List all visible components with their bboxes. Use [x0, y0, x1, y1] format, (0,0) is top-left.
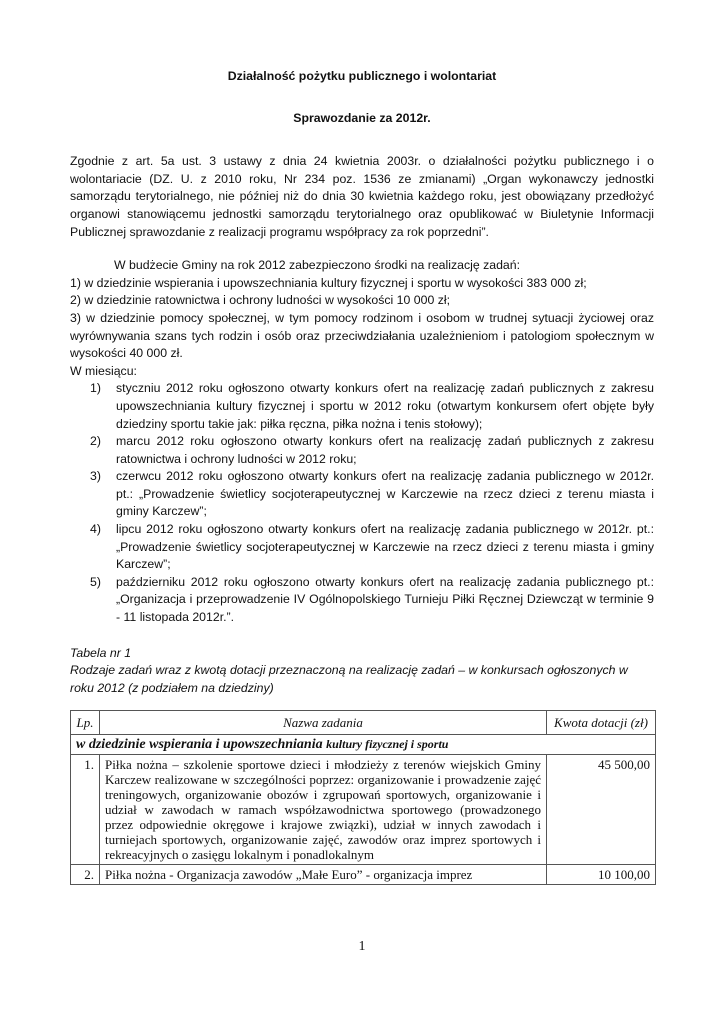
section-label-part1: w dziedzinie wspierania i upowszechniania	[76, 737, 327, 752]
list-item	[90, 380, 654, 433]
section-label	[71, 735, 656, 755]
list-item-text: lipcu 2012 roku ogłoszono otwarty konkurs ofert na realizację zadania publicznego w 2012r. pt.: „Prowadzenie świetlicy socjoterapeutycznej w Karczewie na rzecz dzieci z terenu miasta i gminy Karczew”;	[116, 522, 654, 572]
month-list	[70, 380, 654, 626]
budget-intro: W budżecie Gminy na rok 2012 zabezpieczono środki na realizację zadań:	[114, 258, 521, 273]
table-row	[71, 755, 656, 865]
budget-item: 2) w dziedzinie ratownictwa i ochrony ludności w wysokości 10 000 zł;	[70, 293, 451, 308]
intro-paragraph: Zgodnie z art. 5a ust. 3 ustawy z dnia 24 kwietnia 2003r. o działalności pożytku publicznego i o wolontariacie (DZ. U. z 2010 roku, Nr 234 poz. 1536 ze zmianami) „Organ wykonawczy jednostki samorządu terytorialnego, nie później niż do dnia 30 kwietnia każdego roku, jest obowiązany przedłożyć organowi stanowiącemu jednostki samorządu terytorialnego oraz opublikować w Biuletynie Informacji Publicznej sprawozdanie z realizacji programu współpracy za rok poprzedni”.	[70, 154, 654, 239]
list-item	[90, 468, 654, 521]
list-number: 3)	[90, 469, 101, 484]
row-amount: 45 500,00	[547, 755, 656, 865]
list-item-text: styczniu 2012 roku ogłoszono otwarty konkurs ofert na realizację zadań publicznych z zakresu upowszechniania kultury fizycznej i sportu w 2012 roku (otwartym konkursem ofert objęte były dziedziny sportu takie jak: piłka ręczna, piłka nożna i tenis stołowy);	[116, 381, 654, 431]
section-label-part2: kultury fizycznej i sportu	[326, 737, 449, 751]
budget-item: 1) w dziedzinie wspierania i upowszechniania kultury fizycznej i sportu w wysokości 383 000 zł;	[70, 275, 587, 290]
row-name: Piłka nożna - Organizacja zawodów „Małe Euro” - organizacja imprez	[100, 865, 547, 885]
list-item	[90, 433, 654, 468]
row-amount: 10 100,00	[547, 865, 656, 885]
tasks-table	[70, 710, 656, 885]
table-description: Rodzaje zadań wraz z kwotą dotacji przeznaczoną na realizację zadań – w konkursach ogłoszonych w roku 2012 (z podziałem na dziedziny)	[70, 663, 628, 695]
row-lp: 2.	[71, 865, 100, 885]
page-number: 1	[358, 939, 366, 954]
section-row	[71, 735, 656, 755]
budget-item: 3) w dziedzinie pomocy społecznej, w tym pomocy rodzinom i osobom w trudnej sytuacji życiowej oraz wyrównywania szans tych rodzin i osób oraz przeciwdziałania uzależnieniom i patologiom społecznym w wysokości 40 000 zł.	[70, 310, 654, 361]
list-number: 4)	[90, 522, 101, 537]
list-item-text: październiku 2012 roku ogłoszono otwarty konkurs ofert na realizację zadania publicznego pt.: „Organizacja i przeprowadzenie IV Ogólnopolskiego Turnieju Piłki Ręcznej Dziewcząt w terminie 9 - 11 listopada 2012r.”.	[116, 574, 654, 625]
list-item	[90, 521, 654, 574]
document-subtitle: Sprawozdanie za 2012r.	[293, 110, 431, 125]
list-item-text: czerwcu 2012 roku ogłoszono otwarty konkurs ofert na realizację zadania publicznego w 2012r. pt.: „Prowadzenie świetlicy socjoterapeutycznej w Karczewie na rzecz dzieci z terenu miasta i gminy Karczew”;	[116, 469, 654, 519]
list-number: 1)	[90, 381, 101, 396]
row-name: Piłka nożna – szkolenie sportowe dzieci i młodzieży z terenów wiejskich Gminy Karczew realizowane w szczególności poprzez: organizowanie i prowadzenie zajęć treningowych, organizowanie obozów i zgrupowań sportowych, organizowanie i udział w zawodach w ramach współzawodnictwa sportowego (prowadzonego przez odpowiednie okręgowe i krajowe związki), udział w innych zawodach i turniejach sportowych, organizowanie zajęć, zawodów oraz imprez sportowych i rekreacyjnych o zasięgu lokalnym i ponadlokalnym	[100, 755, 547, 865]
document-title: Działalność pożytku publicznego i wolontariat	[227, 69, 497, 83]
table-header-row	[71, 711, 656, 735]
list-number: 5)	[90, 574, 101, 589]
list-item	[90, 574, 654, 627]
document-body	[70, 68, 654, 697]
table-caption: Tabela nr 1	[70, 645, 132, 660]
month-label: W miesiącu:	[70, 363, 137, 378]
header-lp: Lp.	[71, 711, 100, 735]
header-amount: Kwota dotacji (zł)	[547, 711, 656, 735]
list-item-text: marcu 2012 roku ogłoszono otwarty konkurs ofert na realizację zadań publicznych z zakresu ratownictwa i ochrony ludności w 2012 roku;	[116, 434, 654, 466]
table-row	[71, 865, 656, 885]
list-number: 2)	[90, 434, 101, 449]
header-name: Nazwa zadania	[100, 711, 547, 735]
row-lp: 1.	[71, 755, 100, 865]
